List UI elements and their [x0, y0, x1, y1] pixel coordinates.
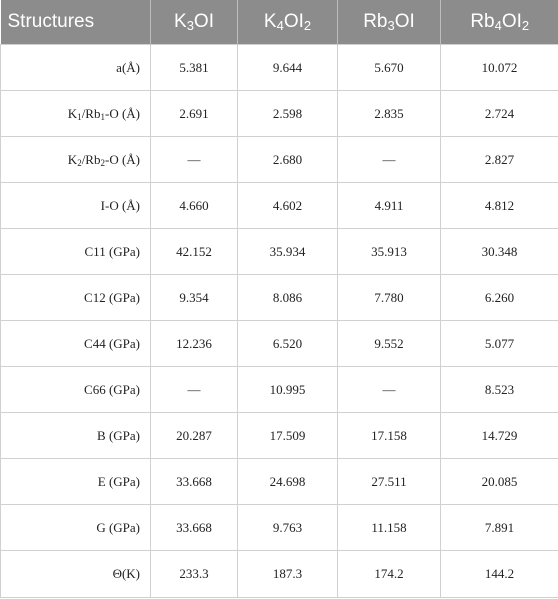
table-cell: 2.724	[441, 91, 558, 137]
table-row	[1, 91, 558, 137]
table-cell: 12.236	[151, 321, 238, 367]
table-cell: 5.077	[441, 321, 558, 367]
table-cell: 20.085	[441, 459, 558, 505]
table-cell: 24.698	[238, 459, 338, 505]
table-cell: 17.158	[338, 413, 441, 459]
row-label-c12: C12 (GPa)	[1, 275, 151, 321]
table-cell: 6.520	[238, 321, 338, 367]
table-row	[1, 321, 558, 367]
table-row	[1, 551, 558, 598]
table-cell: 4.911	[338, 183, 441, 229]
table-header	[1, 0, 558, 45]
table-cell: 4.602	[238, 183, 338, 229]
table-cell: —	[338, 367, 441, 413]
table-row	[1, 45, 558, 91]
table-row	[1, 367, 558, 413]
header-k4oi2: $K_4OI_2$	[238, 0, 338, 45]
table-cell: —	[338, 137, 441, 183]
row-label-c44: C44 (GPa)	[1, 321, 151, 367]
table-cell: 4.812	[441, 183, 558, 229]
table-cell: 8.523	[441, 367, 558, 413]
table-cell: 11.158	[338, 505, 441, 551]
table-cell: 2.827	[441, 137, 558, 183]
table-cell: 35.913	[338, 229, 441, 275]
table-cell: 14.729	[441, 413, 558, 459]
table-cell: 33.668	[151, 505, 238, 551]
table-cell: 10.072	[441, 45, 558, 91]
header-k3oi: $K_3OI$	[151, 0, 238, 45]
row-label-shear-modulus: G (GPa)	[1, 505, 151, 551]
row-label-lattice-a: a(Å)	[1, 45, 151, 91]
table-cell: 35.934	[238, 229, 338, 275]
table-cell: 17.509	[238, 413, 338, 459]
row-label-i-o: I-O (Å)	[1, 183, 151, 229]
table-cell: 5.670	[338, 45, 441, 91]
table-cell: 174.2	[338, 551, 441, 598]
table-cell: 5.381	[151, 45, 238, 91]
row-label-c66: C66 (GPa)	[1, 367, 151, 413]
table-row	[1, 275, 558, 321]
header-structures: Structures	[1, 0, 151, 45]
header-rb4oi2: $Rb_4OI_2$	[441, 0, 558, 45]
table-cell: 2.598	[238, 91, 338, 137]
header-rb3oi: $Rb_3OI$	[338, 0, 441, 45]
table-cell: 233.3	[151, 551, 238, 598]
row-label-k2-rb2-o: $K_2/Rb_2-O$ (Å)	[1, 137, 151, 183]
table-cell: —	[151, 137, 238, 183]
table-cell: 10.995	[238, 367, 338, 413]
table-body	[1, 45, 558, 598]
row-label-bulk-modulus: B (GPa)	[1, 413, 151, 459]
table-row	[1, 459, 558, 505]
table-cell: 9.644	[238, 45, 338, 91]
table-cell: 33.668	[151, 459, 238, 505]
table-cell: 20.287	[151, 413, 238, 459]
table-cell: 7.780	[338, 275, 441, 321]
table-cell: 187.3	[238, 551, 338, 598]
table-row	[1, 413, 558, 459]
table-cell: 8.086	[238, 275, 338, 321]
table-row	[1, 137, 558, 183]
table-cell: 30.348	[441, 229, 558, 275]
table-cell: 9.354	[151, 275, 238, 321]
table-cell: 9.763	[238, 505, 338, 551]
row-label-young-modulus: E (GPa)	[1, 459, 151, 505]
table-cell: 4.660	[151, 183, 238, 229]
row-label-debye-temperature: Θ(K)	[1, 551, 151, 598]
table-row	[1, 505, 558, 551]
table-row	[1, 183, 558, 229]
table-cell: 2.691	[151, 91, 238, 137]
table-cell: 27.511	[338, 459, 441, 505]
table-cell: 9.552	[338, 321, 441, 367]
table-row	[1, 229, 558, 275]
table-cell: 42.152	[151, 229, 238, 275]
table-cell: —	[151, 367, 238, 413]
table-cell: 144.2	[441, 551, 558, 598]
table-cell: 2.835	[338, 91, 441, 137]
row-label-k1-rb1-o: $K_1/Rb_1-O$ (Å)	[1, 91, 151, 137]
row-label-c11: C11 (GPa)	[1, 229, 151, 275]
table-cell: 7.891	[441, 505, 558, 551]
table-cell: 6.260	[441, 275, 558, 321]
table-cell: 2.680	[238, 137, 338, 183]
header-row	[1, 0, 558, 45]
